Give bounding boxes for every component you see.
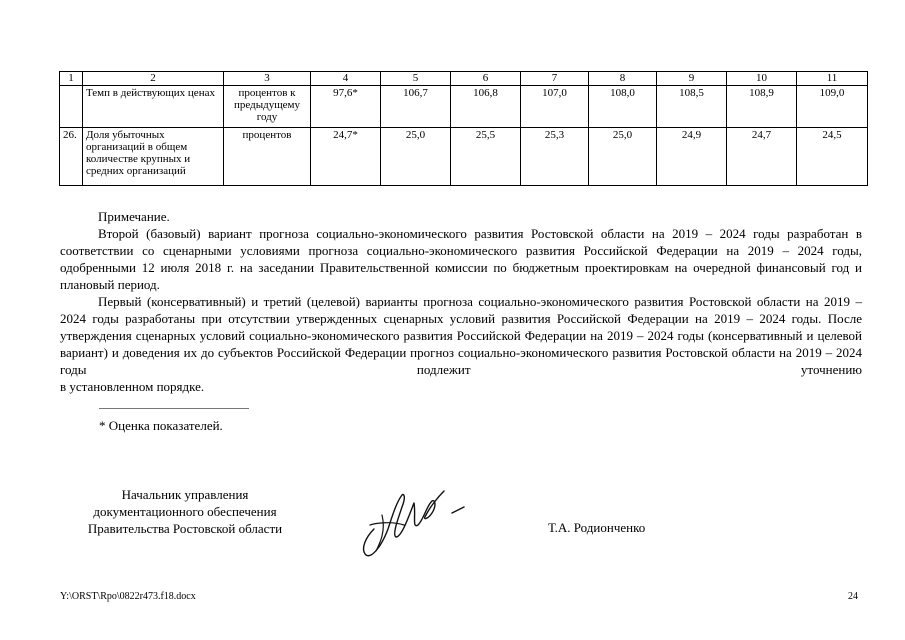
row-number: 26. — [60, 128, 83, 186]
table-row — [60, 128, 868, 186]
note-paragraph-end: в установленном порядке. — [60, 379, 205, 394]
signatory-name: Т.А. Родионченко — [548, 520, 646, 535]
file-path: Y:\ORST\Rpo\0822r473.f18.docx — [60, 591, 196, 602]
column-header: 6 — [451, 72, 521, 86]
value-cell: 25,5 — [451, 128, 521, 186]
footnote: * Оценка показателей. — [99, 418, 223, 433]
column-header: 1 — [60, 72, 83, 86]
indicator-label: Доля убыточных организаций в общем количестве крупных и средних организаций — [83, 128, 224, 186]
signatory-position — [60, 486, 310, 537]
value-cell: 108,0 — [589, 86, 657, 128]
value-cell: 24,7* — [311, 128, 381, 186]
column-header: 4 — [311, 72, 381, 86]
row-number — [60, 86, 83, 128]
column-header: 7 — [521, 72, 589, 86]
value-cell: 108,9 — [727, 86, 797, 128]
table-row — [60, 86, 868, 128]
value-cell: 106,7 — [381, 86, 451, 128]
unit-cell: процентов к предыдущему году — [224, 86, 311, 128]
value-cell: 25,0 — [381, 128, 451, 186]
note-title: Примечание. — [98, 209, 170, 224]
value-cell: 24,5 — [797, 128, 868, 186]
note-paragraph: Первый (консервативный) и третий (целевой) варианты прогноза социально-экономического развития Ростовской области на 2019 – 2024 годы разработаны при отсутствии утвержденных сценарных условий развития Российской Федерации на 2019 – 2024 годы. После утверждения сценарных условий социально-экономического развития Российской Федерации на 2019 – 2024 годы (консервативный и целевой вариант) и доведения их до субъектов Российской Федерации прогноз социально-экономического развития Ростовской области на 2019 – 2024 годы подлежит уточнению — [60, 294, 862, 377]
column-header: 5 — [381, 72, 451, 86]
handwritten-signature — [352, 485, 472, 560]
value-cell: 25,0 — [589, 128, 657, 186]
footnote-separator — [99, 408, 249, 409]
value-cell: 107,0 — [521, 86, 589, 128]
column-header: 2 — [83, 72, 224, 86]
position-line: Начальник управления — [121, 487, 249, 502]
note-paragraph: Второй (базовый) вариант прогноза социально-экономического развития Ростовской области на 2019 – 2024 годы разработан в соответствии со сценарными условиями прогноза социально-экономического развития Российской Федерации на 2019 – 2024 годы, одобренными 12 июля 2018 г. на заседании Правительственной комиссии по бюджетным проектировкам на очередной финансовый год и плановый период. — [60, 226, 862, 292]
page-number: 24 — [848, 591, 858, 602]
indicators-table — [59, 71, 868, 186]
value-cell: 106,8 — [451, 86, 521, 128]
value-cell: 24,7 — [727, 128, 797, 186]
table-header-row — [60, 72, 868, 86]
value-cell: 109,0 — [797, 86, 868, 128]
column-header: 10 — [727, 72, 797, 86]
indicator-label: Темп в действующих ценах — [83, 86, 224, 128]
column-header: 9 — [657, 72, 727, 86]
position-line: Правительства Ростовской области — [87, 521, 283, 536]
value-cell: 108,5 — [657, 86, 727, 128]
position-line: документационного обеспечения — [93, 504, 277, 519]
value-cell: 24,9 — [657, 128, 727, 186]
column-header: 8 — [589, 72, 657, 86]
value-cell: 25,3 — [521, 128, 589, 186]
unit-cell: процентов — [224, 128, 311, 186]
note-section — [60, 208, 862, 395]
column-header: 11 — [797, 72, 868, 86]
value-cell: 97,6* — [311, 86, 381, 128]
column-header: 3 — [224, 72, 311, 86]
